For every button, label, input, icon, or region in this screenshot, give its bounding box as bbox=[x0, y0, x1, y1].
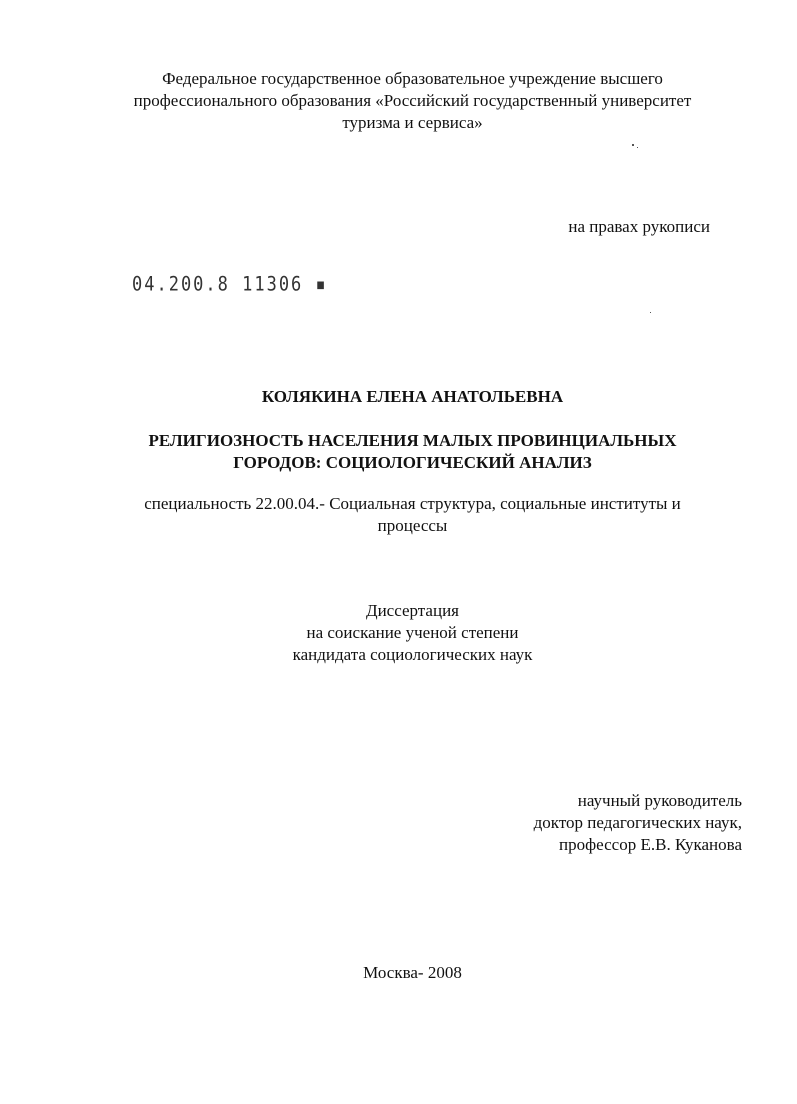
registry-stamp bbox=[132, 273, 328, 296]
supervisor-line-2: доктор педагогических наук, bbox=[533, 813, 742, 832]
specialty-line-1: специальность 22.00.04.- Социальная структура, социальные институты и bbox=[144, 494, 681, 513]
author-name-text: КОЛЯКИНА ЕЛЕНА АНАТОЛЬЕВНА bbox=[261, 387, 564, 406]
author-name bbox=[60, 386, 765, 408]
institution-header bbox=[60, 68, 765, 134]
specialty bbox=[60, 493, 765, 537]
registry-stamp-number: 04.200.8 11306 bbox=[132, 273, 304, 296]
place-year bbox=[260, 962, 565, 984]
dissertation-title-line-1: РЕЛИГИОЗНОСТЬ НАСЕЛЕНИЯ МАЛЫХ ПРОВИНЦИАЛЬНЫХ bbox=[148, 431, 677, 450]
place-year-text: Москва- 2008 bbox=[363, 963, 462, 982]
institution-line-1: Федеральное государственное образовательное учреждение высшего bbox=[162, 69, 663, 88]
manuscript-note bbox=[400, 216, 710, 238]
institution-line-2: профессионального образования «Российский государственный университет bbox=[133, 91, 692, 110]
degree-info bbox=[210, 600, 615, 666]
specialty-line-2: процессы bbox=[377, 516, 448, 535]
stamp-mark: ▪ bbox=[303, 273, 328, 296]
institution-line-3: туризма и сервиса» bbox=[342, 113, 483, 132]
manuscript-note-text: на правах рукописи bbox=[568, 217, 710, 236]
scan-speck bbox=[650, 312, 651, 313]
supervisor-line-1: научный руководитель bbox=[577, 791, 742, 810]
degree-line-2: на соискание ученой степени bbox=[306, 623, 519, 642]
dissertation-title-line-2: ГОРОДОВ: СОЦИОЛОГИЧЕСКИЙ АНАЛИЗ bbox=[233, 453, 592, 472]
dissertation-title bbox=[60, 430, 765, 474]
supervisor-info bbox=[400, 790, 742, 856]
scan-speck bbox=[637, 147, 638, 148]
degree-line-3: кандидата социологических наук bbox=[292, 645, 533, 664]
supervisor-line-3: профессор Е.В. Куканова bbox=[559, 835, 742, 854]
scan-speck bbox=[632, 144, 634, 146]
degree-line-1: Диссертация bbox=[365, 601, 459, 620]
